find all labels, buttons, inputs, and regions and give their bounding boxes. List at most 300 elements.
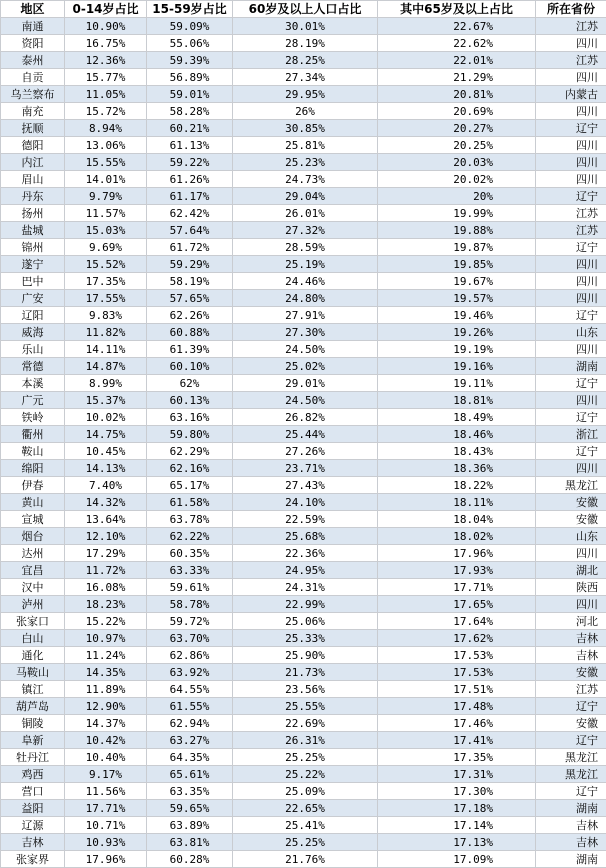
cell-age-0-14[interactable]: 10.93% bbox=[65, 834, 147, 851]
cell-age-65-plus[interactable]: 18.11% bbox=[378, 494, 536, 511]
cell-age-15-59[interactable]: 62.29% bbox=[147, 443, 233, 460]
cell-age-0-14[interactable]: 10.40% bbox=[65, 749, 147, 766]
cell-region[interactable]: 宣城 bbox=[1, 511, 65, 528]
cell-region[interactable]: 南充 bbox=[1, 103, 65, 120]
cell-age-60-plus[interactable]: 21.73% bbox=[233, 664, 378, 681]
cell-age-15-59[interactable]: 64.35% bbox=[147, 749, 233, 766]
table-row[interactable] bbox=[1, 732, 606, 749]
cell-age-0-14[interactable]: 15.03% bbox=[65, 222, 147, 239]
cell-age-60-plus[interactable]: 27.34% bbox=[233, 69, 378, 86]
cell-age-65-plus[interactable]: 18.49% bbox=[378, 409, 536, 426]
table-row[interactable] bbox=[1, 409, 606, 426]
header-region[interactable]: 地区 bbox=[1, 1, 65, 18]
table-row[interactable] bbox=[1, 613, 606, 630]
cell-age-65-plus[interactable]: 17.46% bbox=[378, 715, 536, 732]
table-row[interactable] bbox=[1, 375, 606, 392]
table-row[interactable] bbox=[1, 460, 606, 477]
cell-age-15-59[interactable]: 61.13% bbox=[147, 137, 233, 154]
cell-province[interactable]: 辽宁 bbox=[536, 307, 606, 324]
cell-province[interactable]: 四川 bbox=[536, 460, 606, 477]
table-row[interactable] bbox=[1, 222, 606, 239]
cell-region[interactable]: 锦州 bbox=[1, 239, 65, 256]
cell-region[interactable]: 南通 bbox=[1, 18, 65, 35]
cell-region[interactable]: 鞍山 bbox=[1, 443, 65, 460]
cell-age-60-plus[interactable]: 27.32% bbox=[233, 222, 378, 239]
cell-age-15-59[interactable]: 63.81% bbox=[147, 834, 233, 851]
cell-age-60-plus[interactable]: 29.04% bbox=[233, 188, 378, 205]
cell-age-15-59[interactable]: 58.28% bbox=[147, 103, 233, 120]
cell-age-15-59[interactable]: 63.27% bbox=[147, 732, 233, 749]
table-row[interactable] bbox=[1, 800, 606, 817]
cell-age-60-plus[interactable]: 30.85% bbox=[233, 120, 378, 137]
cell-age-65-plus[interactable]: 19.19% bbox=[378, 341, 536, 358]
cell-province[interactable]: 四川 bbox=[536, 154, 606, 171]
cell-age-60-plus[interactable]: 25.23% bbox=[233, 154, 378, 171]
cell-age-60-plus[interactable]: 24.80% bbox=[233, 290, 378, 307]
cell-province[interactable]: 四川 bbox=[536, 341, 606, 358]
table-row[interactable] bbox=[1, 188, 606, 205]
cell-age-0-14[interactable]: 10.45% bbox=[65, 443, 147, 460]
table-row[interactable] bbox=[1, 647, 606, 664]
cell-province[interactable]: 辽宁 bbox=[536, 698, 606, 715]
cell-age-65-plus[interactable]: 19.99% bbox=[378, 205, 536, 222]
cell-age-0-14[interactable]: 10.90% bbox=[65, 18, 147, 35]
table-row[interactable] bbox=[1, 52, 606, 69]
cell-age-65-plus[interactable]: 17.62% bbox=[378, 630, 536, 647]
cell-province[interactable]: 吉林 bbox=[536, 647, 606, 664]
cell-age-15-59[interactable]: 60.88% bbox=[147, 324, 233, 341]
cell-region[interactable]: 扬州 bbox=[1, 205, 65, 222]
cell-province[interactable]: 浙江 bbox=[536, 426, 606, 443]
cell-age-65-plus[interactable]: 18.36% bbox=[378, 460, 536, 477]
cell-age-15-59[interactable]: 59.29% bbox=[147, 256, 233, 273]
cell-province[interactable]: 江苏 bbox=[536, 681, 606, 698]
cell-age-60-plus[interactable]: 29.95% bbox=[233, 86, 378, 103]
cell-age-15-59[interactable]: 59.80% bbox=[147, 426, 233, 443]
cell-region[interactable]: 巴中 bbox=[1, 273, 65, 290]
cell-age-60-plus[interactable]: 25.06% bbox=[233, 613, 378, 630]
table-row[interactable] bbox=[1, 494, 606, 511]
cell-age-15-59[interactable]: 65.61% bbox=[147, 766, 233, 783]
cell-age-60-plus[interactable]: 28.19% bbox=[233, 35, 378, 52]
cell-age-65-plus[interactable]: 17.18% bbox=[378, 800, 536, 817]
cell-age-15-59[interactable]: 61.17% bbox=[147, 188, 233, 205]
cell-age-0-14[interactable]: 17.29% bbox=[65, 545, 147, 562]
cell-region[interactable]: 镇江 bbox=[1, 681, 65, 698]
cell-age-0-14[interactable]: 18.23% bbox=[65, 596, 147, 613]
table-row[interactable] bbox=[1, 783, 606, 800]
cell-age-0-14[interactable]: 15.55% bbox=[65, 154, 147, 171]
cell-age-65-plus[interactable]: 18.43% bbox=[378, 443, 536, 460]
cell-province[interactable]: 安徽 bbox=[536, 715, 606, 732]
table-row[interactable] bbox=[1, 817, 606, 834]
cell-age-15-59[interactable]: 62% bbox=[147, 375, 233, 392]
cell-age-0-14[interactable]: 14.01% bbox=[65, 171, 147, 188]
cell-province[interactable]: 四川 bbox=[536, 35, 606, 52]
table-row[interactable] bbox=[1, 307, 606, 324]
header-province[interactable]: 所在省份 bbox=[536, 1, 606, 18]
cell-age-15-59[interactable]: 56.89% bbox=[147, 69, 233, 86]
cell-province[interactable]: 江苏 bbox=[536, 222, 606, 239]
cell-age-65-plus[interactable]: 19.26% bbox=[378, 324, 536, 341]
cell-province[interactable]: 山东 bbox=[536, 528, 606, 545]
cell-age-15-59[interactable]: 62.16% bbox=[147, 460, 233, 477]
cell-age-60-plus[interactable]: 27.30% bbox=[233, 324, 378, 341]
cell-age-15-59[interactable]: 63.78% bbox=[147, 511, 233, 528]
header-age-0-14[interactable]: 0-14岁占比 bbox=[65, 1, 147, 18]
table-row[interactable] bbox=[1, 171, 606, 188]
cell-age-65-plus[interactable]: 18.81% bbox=[378, 392, 536, 409]
cell-province[interactable]: 辽宁 bbox=[536, 732, 606, 749]
cell-age-60-plus[interactable]: 25.44% bbox=[233, 426, 378, 443]
cell-province[interactable]: 辽宁 bbox=[536, 188, 606, 205]
cell-age-15-59[interactable]: 63.70% bbox=[147, 630, 233, 647]
cell-age-65-plus[interactable]: 17.65% bbox=[378, 596, 536, 613]
cell-province[interactable]: 四川 bbox=[536, 290, 606, 307]
cell-age-60-plus[interactable]: 24.50% bbox=[233, 392, 378, 409]
cell-age-60-plus[interactable]: 25.02% bbox=[233, 358, 378, 375]
cell-age-65-plus[interactable]: 20.27% bbox=[378, 120, 536, 137]
cell-age-65-plus[interactable]: 19.57% bbox=[378, 290, 536, 307]
cell-age-15-59[interactable]: 62.22% bbox=[147, 528, 233, 545]
cell-age-60-plus[interactable]: 22.36% bbox=[233, 545, 378, 562]
cell-age-0-14[interactable]: 14.35% bbox=[65, 664, 147, 681]
cell-region[interactable]: 丹东 bbox=[1, 188, 65, 205]
cell-age-0-14[interactable]: 13.64% bbox=[65, 511, 147, 528]
cell-age-65-plus[interactable]: 22.01% bbox=[378, 52, 536, 69]
table-row[interactable] bbox=[1, 239, 606, 256]
cell-region[interactable]: 辽阳 bbox=[1, 307, 65, 324]
cell-region[interactable]: 白山 bbox=[1, 630, 65, 647]
table-row[interactable] bbox=[1, 630, 606, 647]
cell-province[interactable]: 陕西 bbox=[536, 579, 606, 596]
cell-age-15-59[interactable]: 58.19% bbox=[147, 273, 233, 290]
cell-age-0-14[interactable]: 15.77% bbox=[65, 69, 147, 86]
cell-age-60-plus[interactable]: 26% bbox=[233, 103, 378, 120]
cell-age-15-59[interactable]: 63.89% bbox=[147, 817, 233, 834]
cell-age-65-plus[interactable]: 17.31% bbox=[378, 766, 536, 783]
cell-age-65-plus[interactable]: 20% bbox=[378, 188, 536, 205]
cell-age-15-59[interactable]: 61.58% bbox=[147, 494, 233, 511]
cell-age-0-14[interactable]: 13.06% bbox=[65, 137, 147, 154]
cell-age-60-plus[interactable]: 26.82% bbox=[233, 409, 378, 426]
cell-region[interactable]: 伊春 bbox=[1, 477, 65, 494]
cell-age-0-14[interactable]: 11.56% bbox=[65, 783, 147, 800]
cell-age-0-14[interactable]: 10.97% bbox=[65, 630, 147, 647]
table-row[interactable] bbox=[1, 477, 606, 494]
table-row[interactable] bbox=[1, 528, 606, 545]
cell-age-60-plus[interactable]: 22.99% bbox=[233, 596, 378, 613]
cell-region[interactable]: 抚顺 bbox=[1, 120, 65, 137]
cell-province[interactable]: 江苏 bbox=[536, 52, 606, 69]
cell-region[interactable]: 葫芦岛 bbox=[1, 698, 65, 715]
cell-age-60-plus[interactable]: 24.50% bbox=[233, 341, 378, 358]
cell-age-65-plus[interactable]: 17.35% bbox=[378, 749, 536, 766]
cell-province[interactable]: 黑龙江 bbox=[536, 477, 606, 494]
cell-province[interactable]: 辽宁 bbox=[536, 375, 606, 392]
cell-region[interactable]: 乐山 bbox=[1, 341, 65, 358]
cell-province[interactable]: 黑龙江 bbox=[536, 766, 606, 783]
cell-age-0-14[interactable]: 11.89% bbox=[65, 681, 147, 698]
cell-age-60-plus[interactable]: 25.90% bbox=[233, 647, 378, 664]
cell-region[interactable]: 衢州 bbox=[1, 426, 65, 443]
table-row[interactable] bbox=[1, 443, 606, 460]
table-row[interactable] bbox=[1, 18, 606, 35]
header-age-60-plus[interactable]: 60岁及以上人口占比 bbox=[233, 1, 378, 18]
cell-age-15-59[interactable]: 62.26% bbox=[147, 307, 233, 324]
table-row[interactable] bbox=[1, 392, 606, 409]
cell-age-15-59[interactable]: 61.39% bbox=[147, 341, 233, 358]
cell-age-15-59[interactable]: 59.61% bbox=[147, 579, 233, 596]
cell-age-0-14[interactable]: 9.17% bbox=[65, 766, 147, 783]
cell-province[interactable]: 四川 bbox=[536, 392, 606, 409]
cell-age-0-14[interactable]: 15.72% bbox=[65, 103, 147, 120]
cell-age-60-plus[interactable]: 25.33% bbox=[233, 630, 378, 647]
cell-age-15-59[interactable]: 61.55% bbox=[147, 698, 233, 715]
cell-age-65-plus[interactable]: 19.16% bbox=[378, 358, 536, 375]
cell-age-0-14[interactable]: 15.22% bbox=[65, 613, 147, 630]
cell-age-0-14[interactable]: 10.42% bbox=[65, 732, 147, 749]
cell-age-15-59[interactable]: 62.42% bbox=[147, 205, 233, 222]
cell-age-15-59[interactable]: 63.16% bbox=[147, 409, 233, 426]
cell-age-0-14[interactable]: 11.24% bbox=[65, 647, 147, 664]
cell-province[interactable]: 四川 bbox=[536, 103, 606, 120]
cell-age-15-59[interactable]: 60.10% bbox=[147, 358, 233, 375]
cell-province[interactable]: 四川 bbox=[536, 137, 606, 154]
cell-region[interactable]: 广安 bbox=[1, 290, 65, 307]
cell-region[interactable]: 张家口 bbox=[1, 613, 65, 630]
cell-age-60-plus[interactable]: 27.91% bbox=[233, 307, 378, 324]
cell-region[interactable]: 黄山 bbox=[1, 494, 65, 511]
table-row[interactable] bbox=[1, 358, 606, 375]
cell-province[interactable]: 安徽 bbox=[536, 494, 606, 511]
cell-age-0-14[interactable]: 8.94% bbox=[65, 120, 147, 137]
table-row[interactable] bbox=[1, 596, 606, 613]
cell-age-65-plus[interactable]: 17.53% bbox=[378, 647, 536, 664]
table-row[interactable] bbox=[1, 562, 606, 579]
cell-age-15-59[interactable]: 58.78% bbox=[147, 596, 233, 613]
cell-age-65-plus[interactable]: 19.85% bbox=[378, 256, 536, 273]
cell-region[interactable]: 烟台 bbox=[1, 528, 65, 545]
cell-age-0-14[interactable]: 12.36% bbox=[65, 52, 147, 69]
cell-age-65-plus[interactable]: 22.67% bbox=[378, 18, 536, 35]
cell-province[interactable]: 黑龙江 bbox=[536, 749, 606, 766]
table-row[interactable] bbox=[1, 205, 606, 222]
cell-age-65-plus[interactable]: 18.22% bbox=[378, 477, 536, 494]
cell-province[interactable]: 辽宁 bbox=[536, 409, 606, 426]
cell-province[interactable]: 湖北 bbox=[536, 562, 606, 579]
cell-age-0-14[interactable]: 9.69% bbox=[65, 239, 147, 256]
cell-age-15-59[interactable]: 63.35% bbox=[147, 783, 233, 800]
cell-province[interactable]: 湖南 bbox=[536, 851, 606, 868]
cell-region[interactable]: 本溪 bbox=[1, 375, 65, 392]
cell-age-60-plus[interactable]: 24.95% bbox=[233, 562, 378, 579]
cell-region[interactable]: 汉中 bbox=[1, 579, 65, 596]
table-row[interactable] bbox=[1, 715, 606, 732]
table-row[interactable] bbox=[1, 749, 606, 766]
cell-age-60-plus[interactable]: 25.25% bbox=[233, 749, 378, 766]
cell-age-65-plus[interactable]: 17.48% bbox=[378, 698, 536, 715]
cell-age-65-plus[interactable]: 17.71% bbox=[378, 579, 536, 596]
cell-age-0-14[interactable]: 11.57% bbox=[65, 205, 147, 222]
cell-age-0-14[interactable]: 11.05% bbox=[65, 86, 147, 103]
cell-province[interactable]: 内蒙古 bbox=[536, 86, 606, 103]
cell-age-0-14[interactable]: 10.71% bbox=[65, 817, 147, 834]
table-row[interactable] bbox=[1, 426, 606, 443]
cell-age-65-plus[interactable]: 17.53% bbox=[378, 664, 536, 681]
cell-age-60-plus[interactable]: 26.01% bbox=[233, 205, 378, 222]
cell-age-60-plus[interactable]: 24.73% bbox=[233, 171, 378, 188]
cell-region[interactable]: 遂宁 bbox=[1, 256, 65, 273]
cell-age-60-plus[interactable]: 25.22% bbox=[233, 766, 378, 783]
table-row[interactable] bbox=[1, 579, 606, 596]
table-row[interactable] bbox=[1, 681, 606, 698]
table-row[interactable] bbox=[1, 290, 606, 307]
cell-province[interactable]: 安徽 bbox=[536, 511, 606, 528]
cell-age-0-14[interactable]: 14.11% bbox=[65, 341, 147, 358]
cell-age-0-14[interactable]: 14.32% bbox=[65, 494, 147, 511]
cell-age-65-plus[interactable]: 22.62% bbox=[378, 35, 536, 52]
cell-age-65-plus[interactable]: 19.87% bbox=[378, 239, 536, 256]
cell-region[interactable]: 眉山 bbox=[1, 171, 65, 188]
table-row[interactable] bbox=[1, 256, 606, 273]
cell-age-60-plus[interactable]: 27.43% bbox=[233, 477, 378, 494]
cell-age-60-plus[interactable]: 24.10% bbox=[233, 494, 378, 511]
cell-age-65-plus[interactable]: 17.41% bbox=[378, 732, 536, 749]
cell-age-0-14[interactable]: 17.71% bbox=[65, 800, 147, 817]
cell-region[interactable]: 盐城 bbox=[1, 222, 65, 239]
table-row[interactable] bbox=[1, 137, 606, 154]
cell-region[interactable]: 威海 bbox=[1, 324, 65, 341]
cell-region[interactable]: 吉林 bbox=[1, 834, 65, 851]
cell-age-15-59[interactable]: 62.94% bbox=[147, 715, 233, 732]
cell-age-65-plus[interactable]: 20.69% bbox=[378, 103, 536, 120]
cell-province[interactable]: 辽宁 bbox=[536, 120, 606, 137]
cell-age-0-14[interactable]: 9.79% bbox=[65, 188, 147, 205]
table-row[interactable] bbox=[1, 511, 606, 528]
cell-age-60-plus[interactable]: 25.55% bbox=[233, 698, 378, 715]
table-row[interactable] bbox=[1, 120, 606, 137]
cell-province[interactable]: 湖南 bbox=[536, 800, 606, 817]
cell-age-0-14[interactable]: 17.55% bbox=[65, 290, 147, 307]
cell-age-15-59[interactable]: 63.92% bbox=[147, 664, 233, 681]
cell-age-0-14[interactable]: 11.82% bbox=[65, 324, 147, 341]
cell-age-0-14[interactable]: 16.08% bbox=[65, 579, 147, 596]
cell-age-15-59[interactable]: 59.39% bbox=[147, 52, 233, 69]
cell-age-65-plus[interactable]: 17.96% bbox=[378, 545, 536, 562]
cell-age-0-14[interactable]: 16.75% bbox=[65, 35, 147, 52]
cell-age-0-14[interactable]: 9.83% bbox=[65, 307, 147, 324]
cell-age-65-plus[interactable]: 20.25% bbox=[378, 137, 536, 154]
cell-age-15-59[interactable]: 61.72% bbox=[147, 239, 233, 256]
cell-age-0-14[interactable]: 14.87% bbox=[65, 358, 147, 375]
cell-region[interactable]: 乌兰察布 bbox=[1, 86, 65, 103]
cell-age-60-plus[interactable]: 22.59% bbox=[233, 511, 378, 528]
cell-age-60-plus[interactable]: 28.59% bbox=[233, 239, 378, 256]
cell-region[interactable]: 益阳 bbox=[1, 800, 65, 817]
cell-age-65-plus[interactable]: 19.11% bbox=[378, 375, 536, 392]
table-row[interactable] bbox=[1, 69, 606, 86]
table-row[interactable] bbox=[1, 698, 606, 715]
cell-age-0-14[interactable]: 14.13% bbox=[65, 460, 147, 477]
cell-region[interactable]: 内江 bbox=[1, 154, 65, 171]
cell-age-65-plus[interactable]: 17.30% bbox=[378, 783, 536, 800]
cell-age-15-59[interactable]: 65.17% bbox=[147, 477, 233, 494]
cell-age-60-plus[interactable]: 25.68% bbox=[233, 528, 378, 545]
cell-age-15-59[interactable]: 60.35% bbox=[147, 545, 233, 562]
cell-age-60-plus[interactable]: 24.31% bbox=[233, 579, 378, 596]
cell-age-60-plus[interactable]: 24.46% bbox=[233, 273, 378, 290]
cell-region[interactable]: 阜新 bbox=[1, 732, 65, 749]
cell-age-60-plus[interactable]: 25.81% bbox=[233, 137, 378, 154]
cell-age-65-plus[interactable]: 17.09% bbox=[378, 851, 536, 868]
cell-province[interactable]: 江苏 bbox=[536, 205, 606, 222]
table-row[interactable] bbox=[1, 273, 606, 290]
cell-age-15-59[interactable]: 55.06% bbox=[147, 35, 233, 52]
cell-province[interactable]: 吉林 bbox=[536, 834, 606, 851]
cell-age-15-59[interactable]: 59.72% bbox=[147, 613, 233, 630]
cell-age-15-59[interactable]: 59.22% bbox=[147, 154, 233, 171]
cell-age-0-14[interactable]: 10.02% bbox=[65, 409, 147, 426]
cell-age-65-plus[interactable]: 20.03% bbox=[378, 154, 536, 171]
cell-age-15-59[interactable]: 59.09% bbox=[147, 18, 233, 35]
cell-province[interactable]: 辽宁 bbox=[536, 239, 606, 256]
table-row[interactable] bbox=[1, 324, 606, 341]
cell-age-15-59[interactable]: 57.64% bbox=[147, 222, 233, 239]
cell-region[interactable]: 广元 bbox=[1, 392, 65, 409]
cell-province[interactable]: 辽宁 bbox=[536, 783, 606, 800]
cell-age-15-59[interactable]: 64.55% bbox=[147, 681, 233, 698]
cell-age-0-14[interactable]: 12.90% bbox=[65, 698, 147, 715]
cell-age-15-59[interactable]: 63.33% bbox=[147, 562, 233, 579]
cell-age-0-14[interactable]: 15.52% bbox=[65, 256, 147, 273]
cell-age-15-59[interactable]: 61.26% bbox=[147, 171, 233, 188]
cell-region[interactable]: 营口 bbox=[1, 783, 65, 800]
cell-province[interactable]: 四川 bbox=[536, 171, 606, 188]
table-row[interactable] bbox=[1, 341, 606, 358]
header-age-15-59[interactable]: 15-59岁占比 bbox=[147, 1, 233, 18]
cell-region[interactable]: 德阳 bbox=[1, 137, 65, 154]
header-age-65-plus[interactable]: 其中65岁及以上占比 bbox=[378, 1, 536, 18]
cell-region[interactable]: 达州 bbox=[1, 545, 65, 562]
cell-age-15-59[interactable]: 57.65% bbox=[147, 290, 233, 307]
cell-region[interactable]: 马鞍山 bbox=[1, 664, 65, 681]
cell-age-65-plus[interactable]: 19.67% bbox=[378, 273, 536, 290]
cell-region[interactable]: 常德 bbox=[1, 358, 65, 375]
cell-age-60-plus[interactable]: 25.41% bbox=[233, 817, 378, 834]
cell-age-15-59[interactable]: 60.13% bbox=[147, 392, 233, 409]
cell-age-60-plus[interactable]: 25.25% bbox=[233, 834, 378, 851]
table-row[interactable] bbox=[1, 86, 606, 103]
cell-age-0-14[interactable]: 17.96% bbox=[65, 851, 147, 868]
cell-region[interactable]: 泰州 bbox=[1, 52, 65, 69]
cell-province[interactable]: 吉林 bbox=[536, 817, 606, 834]
cell-age-60-plus[interactable]: 22.65% bbox=[233, 800, 378, 817]
cell-region[interactable]: 泸州 bbox=[1, 596, 65, 613]
cell-age-0-14[interactable]: 7.40% bbox=[65, 477, 147, 494]
cell-province[interactable]: 江苏 bbox=[536, 18, 606, 35]
cell-age-65-plus[interactable]: 17.13% bbox=[378, 834, 536, 851]
cell-age-0-14[interactable]: 12.10% bbox=[65, 528, 147, 545]
cell-age-65-plus[interactable]: 17.64% bbox=[378, 613, 536, 630]
cell-age-0-14[interactable]: 17.35% bbox=[65, 273, 147, 290]
cell-age-65-plus[interactable]: 20.02% bbox=[378, 171, 536, 188]
cell-age-0-14[interactable]: 8.99% bbox=[65, 375, 147, 392]
cell-age-60-plus[interactable]: 23.71% bbox=[233, 460, 378, 477]
cell-age-15-59[interactable]: 59.65% bbox=[147, 800, 233, 817]
cell-age-65-plus[interactable]: 17.51% bbox=[378, 681, 536, 698]
cell-province[interactable]: 四川 bbox=[536, 273, 606, 290]
